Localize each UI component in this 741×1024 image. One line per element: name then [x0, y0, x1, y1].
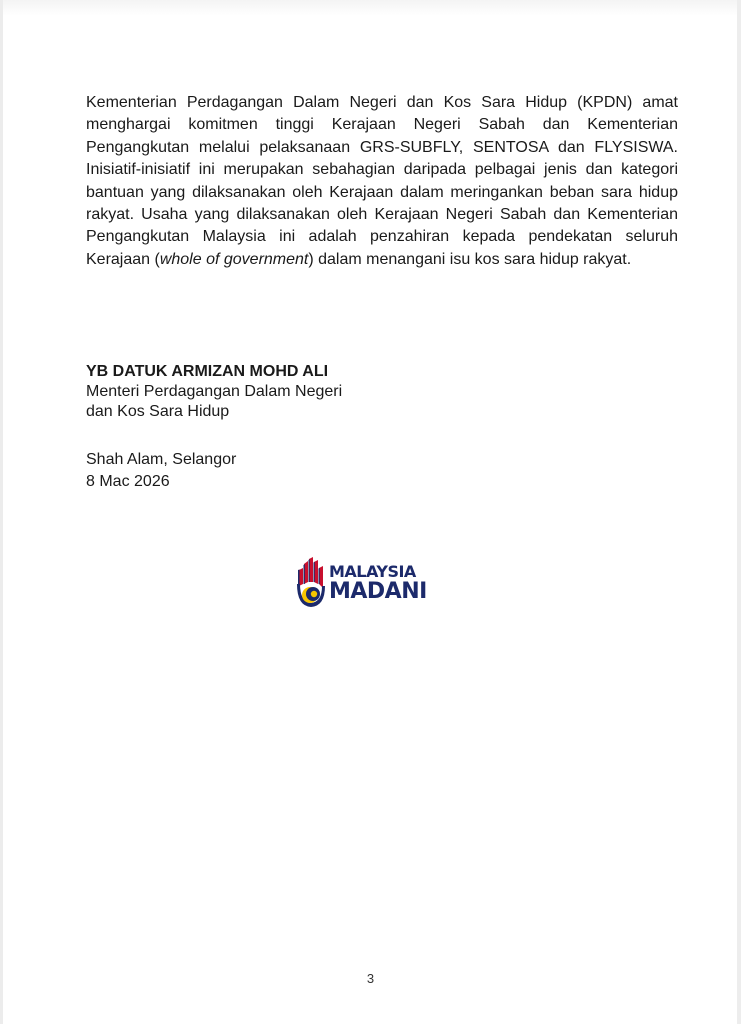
page-top-shade [0, 0, 741, 16]
logo-text-madani: MADANI [329, 579, 427, 604]
place: Shah Alam, Selangor [86, 451, 237, 468]
star-icon [311, 591, 317, 597]
malaysia-madani-logo [295, 556, 425, 610]
logo-text [329, 563, 427, 603]
paragraph-italic-term: whole of government [159, 250, 309, 268]
signatory-title-line1: Menteri Perdagangan Dalam Negeri [86, 383, 343, 400]
madani-emblem-icon [295, 556, 327, 610]
signatory-name: YB DATUK ARMIZAN MOHD ALI [86, 363, 329, 380]
signature-block [86, 362, 342, 422]
page-edge-left [0, 0, 3, 1024]
signatory-title-line2: dan Kos Sara Hidup [86, 403, 230, 420]
date: 8 Mac 2026 [86, 473, 170, 490]
body-paragraph [86, 92, 678, 271]
place-date-block [86, 449, 236, 493]
paragraph-text-part2: ) dalam menangani isu kos sara hidup rakyat. [308, 250, 632, 268]
paragraph-text-part1: Kementerian Perdagangan Dalam Negeri dan Kos Sara Hidup (KPDN) amat menghargai komitmen tinggi Kerajaan Negeri Sabah dan Kementerian Pengangkutan melalui pelaksanaan GRS-SUBFLY, SENTOSA dan FLYSISWA. Inisiatif-inisiatif ini merupakan sebahagian daripada pelbagai jenis dan kategori bantuan yang dilaksanakan oleh Kerajaan dalam meringankan beban sara hidup rakyat. Usaha yang dilaksanakan oleh Kerajaan Negeri Sabah dan Kementerian Pengangkutan Malaysia ini adalah penzahiran kepada pendekatan seluruh Kerajaan ( [86, 94, 678, 268]
page-number: 3 [366, 971, 375, 986]
page-edge-right [737, 0, 741, 1024]
logo-text-malaysia: MALAYSIA [329, 562, 416, 581]
